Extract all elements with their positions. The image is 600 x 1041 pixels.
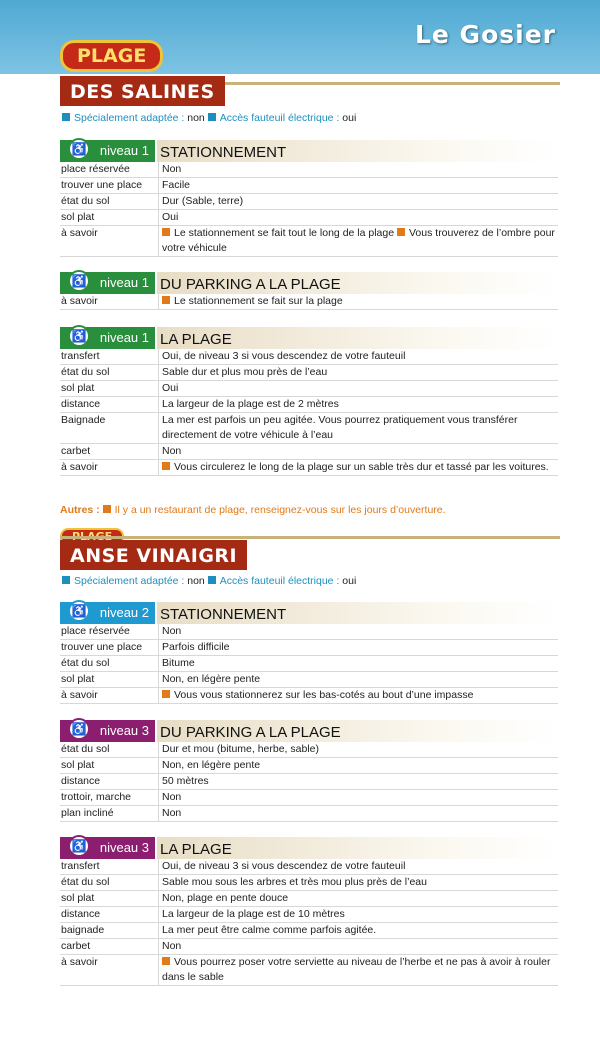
table-row: baignade La mer peut être calme comme parfois agitée. — [60, 923, 558, 939]
table-row: sol plat Non, en légère pente — [60, 758, 558, 774]
blue-square-icon — [62, 113, 70, 121]
beach-title: ANSE VINAIGRI — [60, 540, 247, 570]
table-row: état du sol Sable dur et plus mou près de l’eau — [60, 365, 558, 381]
plage-badge: PLAGE — [60, 40, 163, 72]
section-la-plage — [60, 837, 558, 986]
wheelchair-icon: ♿ — [68, 718, 90, 740]
table-row: à savoir Le stationnement se fait tout le long de la plage Vous trouverez de l’ombre pour votre véhicule — [60, 226, 558, 257]
table-row: sol plat Oui — [60, 210, 558, 226]
table-row: sol plat Non, plage en pente douce — [60, 891, 558, 907]
section-parking-to-beach — [60, 272, 558, 310]
table-row: sol plat Oui — [60, 381, 558, 397]
table-row: carbet Non — [60, 444, 558, 460]
level-badge: ♿ niveau 1 — [60, 327, 155, 349]
section-title: DU PARKING A LA PLAGE — [157, 720, 558, 742]
section-header — [60, 272, 558, 294]
section-title: DU PARKING A LA PLAGE — [157, 272, 558, 294]
section-title: LA PLAGE — [157, 327, 558, 349]
wheelchair-icon: ♿ — [68, 835, 90, 857]
section-parking-to-beach — [60, 720, 558, 822]
table-row: trouver une place Facile — [60, 178, 558, 194]
title-divider — [60, 536, 560, 539]
section-title: STATIONNEMENT — [157, 140, 558, 162]
bullet-icon — [162, 228, 170, 236]
bullet-icon — [397, 228, 405, 236]
table-row: plan incliné Non — [60, 806, 558, 822]
section-header — [60, 327, 558, 349]
bullet-icon — [162, 957, 170, 965]
other-info: Autres : Il y a un restaurant de plage, renseignez-vous sur les jours d’ouverture. — [60, 504, 446, 516]
table-row: sol plat Non, en légère pente — [60, 672, 558, 688]
table-row: carbet Non — [60, 939, 558, 955]
section-header — [60, 602, 558, 624]
table-row: distance La largeur de la plage est de 2 mètres — [60, 397, 558, 413]
table-row: état du sol Bitume — [60, 656, 558, 672]
blue-square-icon — [208, 113, 216, 121]
table-row: trottoir, marche Non — [60, 790, 558, 806]
table-row: place réservée Non — [60, 162, 558, 178]
table-row: état du sol Sable mou sous les arbres et très mou plus près de l’eau — [60, 875, 558, 891]
table-row: distance La largeur de la plage est de 10 mètres — [60, 907, 558, 923]
wheelchair-icon: ♿ — [68, 138, 90, 160]
level-badge: ♿ niveau 1 — [60, 140, 155, 162]
table-row: transfert Oui, de niveau 3 si vous descendez de votre fauteuil — [60, 349, 558, 365]
table-row: transfert Oui, de niveau 3 si vous descendez de votre fauteuil — [60, 859, 558, 875]
section-stationnement — [60, 602, 558, 704]
accessibility-spec: Spécialement adaptée : non Accès fauteuil électrique : oui — [62, 112, 356, 124]
table-row: place réservée Non — [60, 624, 558, 640]
wheelchair-icon: ♿ — [68, 270, 90, 292]
section-title: STATIONNEMENT — [157, 602, 558, 624]
level-badge: ♿ niveau 3 — [60, 837, 155, 859]
blue-square-icon — [208, 576, 216, 584]
wheelchair-icon: ♿ — [68, 325, 90, 347]
section-la-plage — [60, 327, 558, 476]
table-row: état du sol Dur (Sable, terre) — [60, 194, 558, 210]
table-row: trouver une place Parfois difficile — [60, 640, 558, 656]
accessibility-spec: Spécialement adaptée : non Accès fauteuil électrique : oui — [62, 575, 356, 587]
table-row: Baignade La mer est parfois un peu agitée. Vous pourrez pratiquement vous transférer directement de votre véhicule à l’eau — [60, 413, 558, 444]
section-stationnement — [60, 140, 558, 257]
table-row: à savoir Le stationnement se fait sur la plage — [60, 294, 558, 310]
level-badge: ♿ niveau 3 — [60, 720, 155, 742]
section-header — [60, 720, 558, 742]
table-row: à savoir Vous pourrez poser votre serviette au niveau de l’herbe et ne pas à avoir à rouler dans le sable — [60, 955, 558, 986]
table-row: à savoir Vous vous stationnerez sur les bas-cotés au bout d’une impasse — [60, 688, 558, 704]
table-row: distance 50 mètres — [60, 774, 558, 790]
wheelchair-icon: ♿ — [68, 600, 90, 622]
level-badge: ♿ niveau 1 — [60, 272, 155, 294]
bullet-icon — [162, 462, 170, 470]
bullet-icon — [103, 505, 111, 513]
bullet-icon — [162, 690, 170, 698]
beach-title: DES SALINES — [60, 76, 225, 106]
table-row: à savoir Vous circulerez le long de la plage sur un sable très dur et tassé par les voitures. — [60, 460, 558, 476]
bullet-icon — [162, 296, 170, 304]
city-title: Le Gosier — [414, 20, 556, 49]
section-header — [60, 140, 558, 162]
table-row: état du sol Dur et mou (bitume, herbe, sable) — [60, 742, 558, 758]
level-badge: ♿ niveau 2 — [60, 602, 155, 624]
blue-square-icon — [62, 576, 70, 584]
section-title: LA PLAGE — [157, 837, 558, 859]
section-header — [60, 837, 558, 859]
